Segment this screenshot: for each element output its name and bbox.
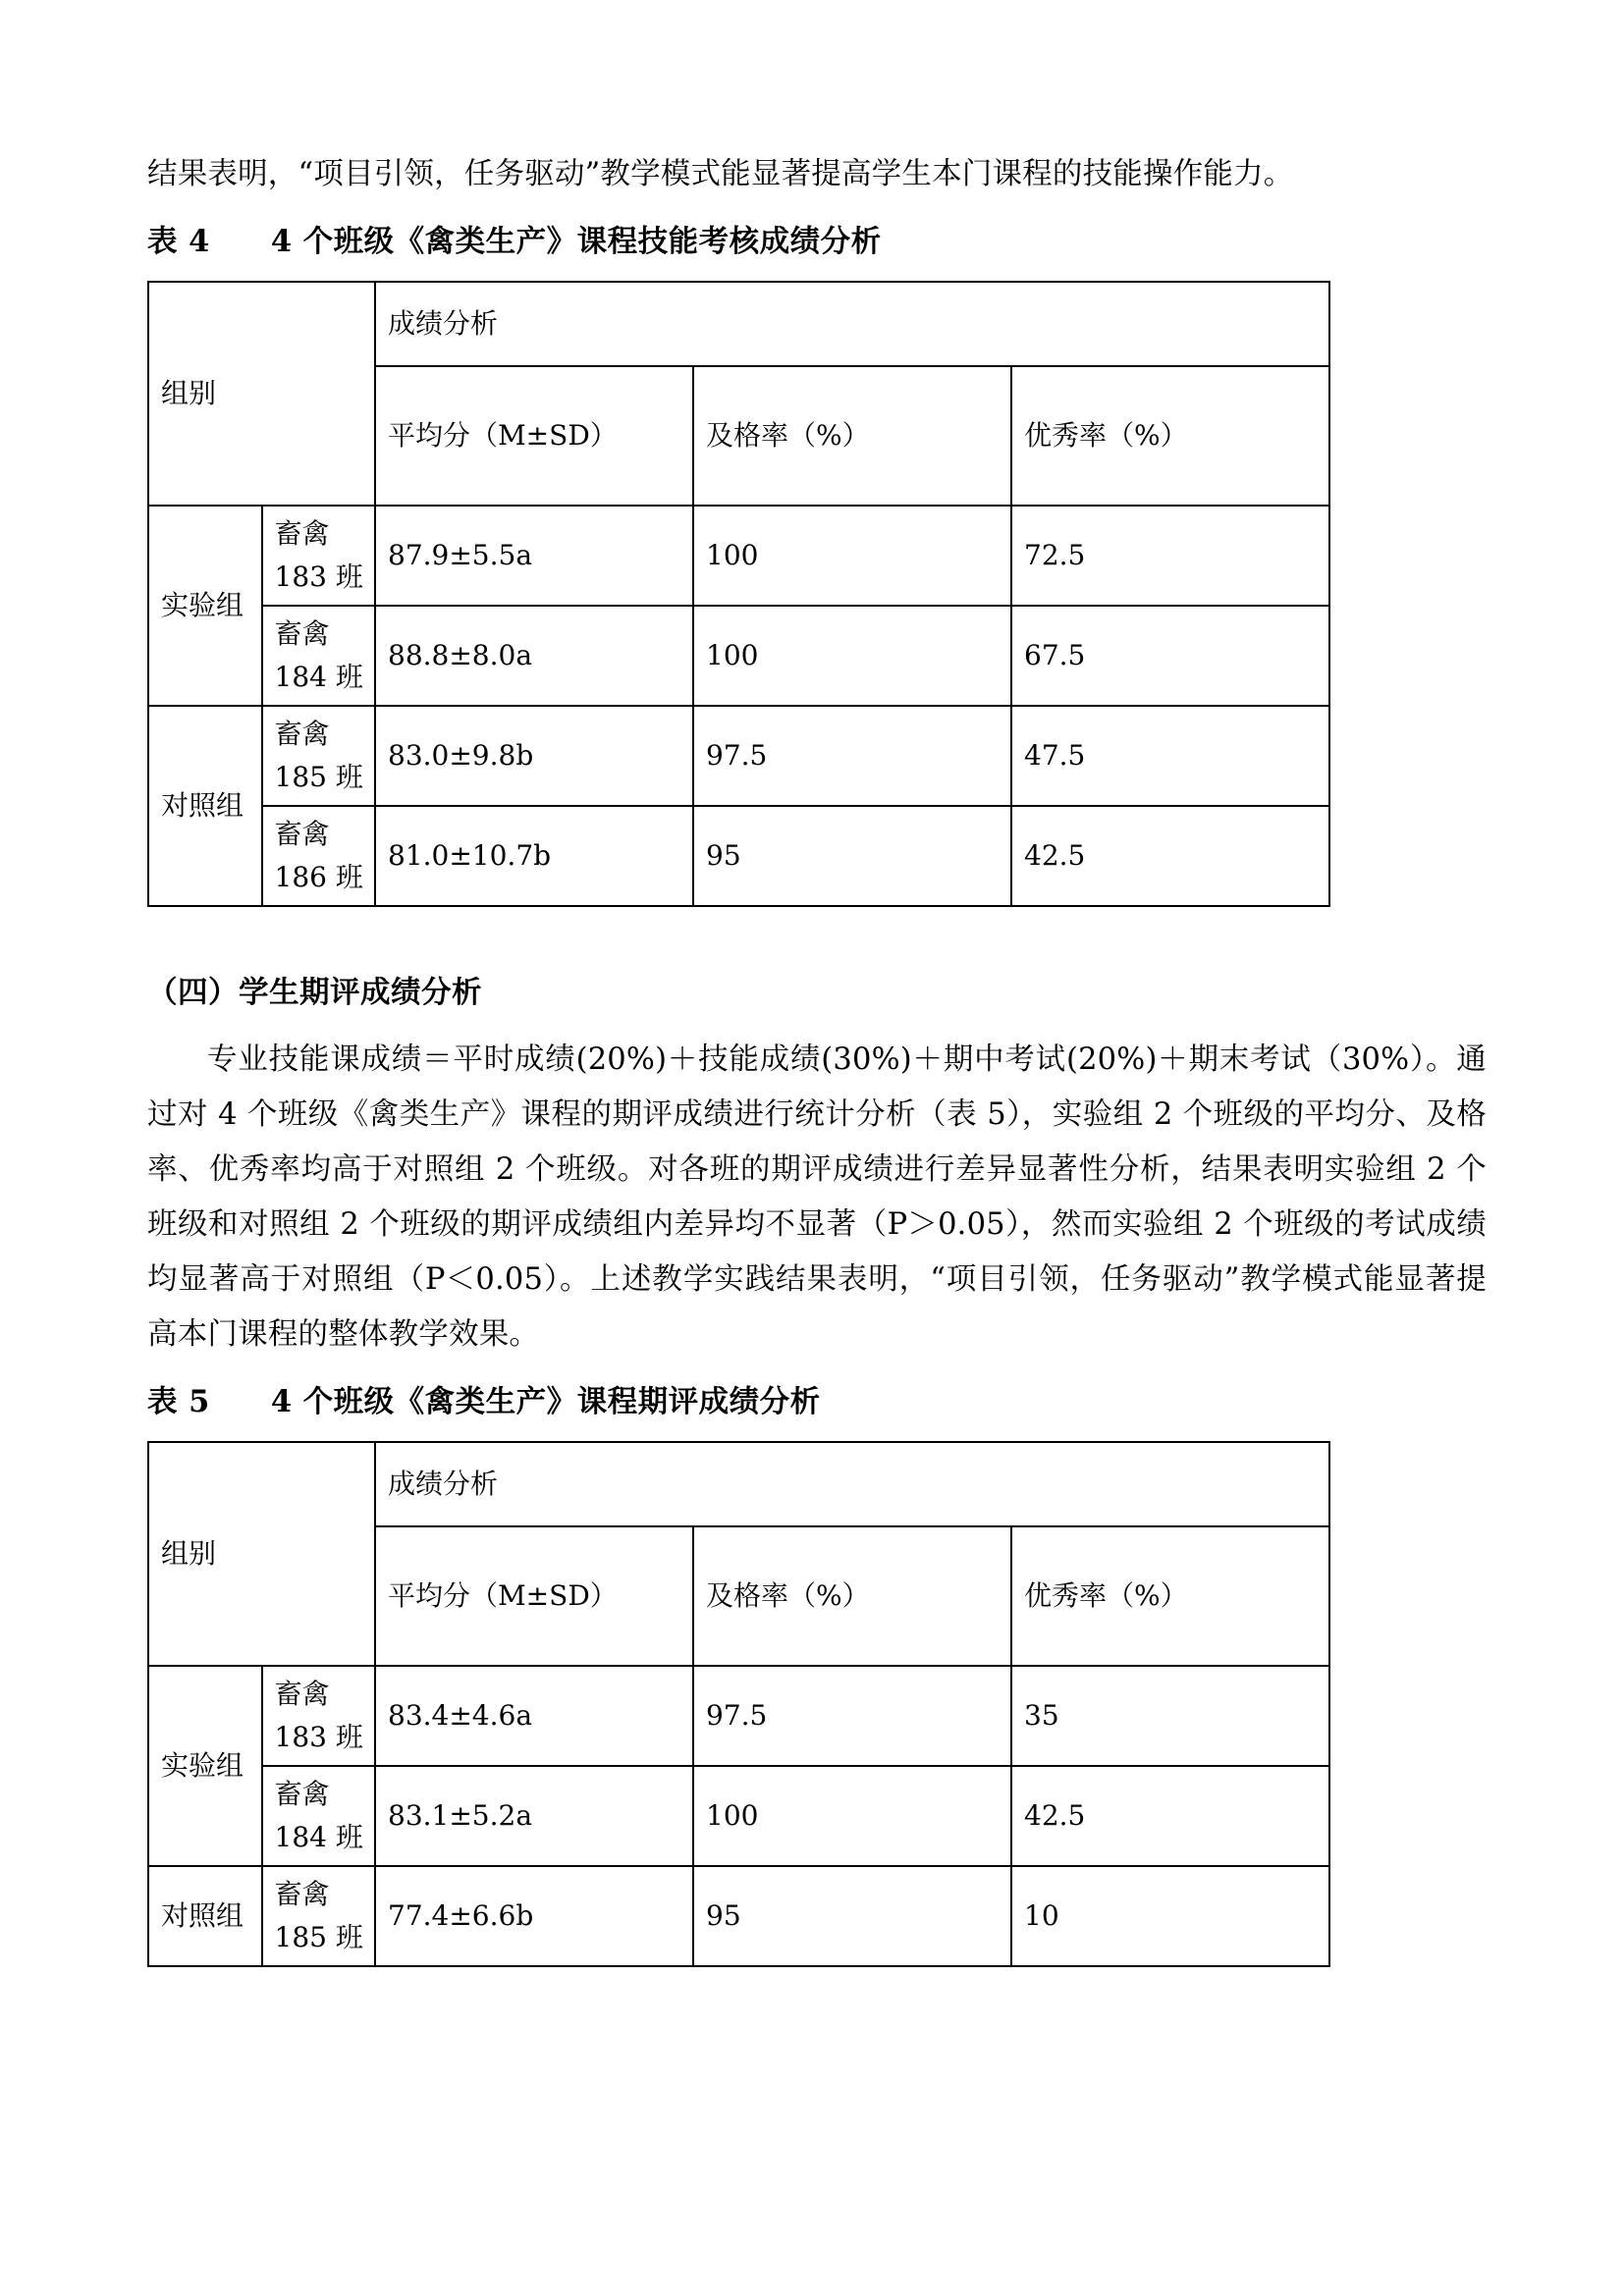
header-cell-excellent-rate: 优秀率（%） <box>1011 1526 1329 1666</box>
header-cell-group: 组别 <box>148 1442 375 1666</box>
header-cell-pass-rate: 及格率（%） <box>693 366 1011 506</box>
cell-excellent-rate: 42.5 <box>1011 1766 1329 1866</box>
cell-mean: 83.4±4.6a <box>375 1666 693 1766</box>
header-cell-excellent-rate: 优秀率（%） <box>1011 366 1329 506</box>
table-row-header-top <box>148 282 1329 366</box>
header-cell-pass-rate: 及格率（%） <box>693 1526 1011 1666</box>
table-row <box>148 1666 1329 1766</box>
cell-excellent-rate: 42.5 <box>1011 806 1329 906</box>
cell-class: 畜禽 183 班 <box>262 506 376 606</box>
cell-mean: 87.9±5.5a <box>375 506 693 606</box>
cell-class: 畜禽 185 班 <box>262 1866 376 1966</box>
cell-pass-rate: 95 <box>693 1866 1011 1966</box>
table-row-header-top <box>148 1442 1329 1526</box>
cell-pass-rate: 100 <box>693 506 1011 606</box>
table-row <box>148 706 1329 806</box>
table-row <box>148 1766 1329 1866</box>
spacer <box>147 907 1487 968</box>
cell-class: 畜禽 186 班 <box>262 806 376 906</box>
table-row <box>148 806 1329 906</box>
cell-mean: 88.8±8.0a <box>375 606 693 706</box>
cell-group: 实验组 <box>148 1666 262 1866</box>
spacer <box>147 1362 1487 1378</box>
table5-caption: 表 5 4 个班级《禽类生产》课程期评成绩分析 <box>147 1384 821 1419</box>
cell-group: 对照组 <box>148 1866 262 1966</box>
section-heading-student-evaluation: （四）学生期评成绩分析 <box>147 975 482 1010</box>
spacer <box>147 1425 1487 1441</box>
cell-class: 畜禽 184 班 <box>262 1766 376 1866</box>
cell-pass-rate: 100 <box>693 606 1011 706</box>
spacer <box>147 265 1487 281</box>
table-row <box>148 1866 1329 1966</box>
table-4-skill-assessment <box>147 281 1330 907</box>
cell-excellent-rate: 47.5 <box>1011 706 1329 806</box>
spacer <box>147 1017 1487 1033</box>
cell-pass-rate: 97.5 <box>693 706 1011 806</box>
cell-mean: 83.1±5.2a <box>375 1766 693 1866</box>
paragraph-evaluation-analysis: 专业技能课成绩＝平时成绩(20%)＋技能成绩(30%)＋期中考试(20%)＋期末考试（30%）。通过对 4 个班级《禽类生产》课程的期评成绩进行统计分析（表 5），实验组 2 个班级的平均分、及格率、优秀率均高于对照组 2 个班级。对各班的期评成绩进行差异显著性分析，结果表明实验组 2 个班级和对照组 2 个班级的期评成绩组内差异均不显著（P＞0.05），然而实验组 2 个班级的考试成绩均显著高于对照组（P＜0.05）。上述教学实践结果表明，“项目引领，任务驱动”教学模式能显著提高本门课程的整体教学效果。 <box>147 1042 1487 1352</box>
cell-excellent-rate: 72.5 <box>1011 506 1329 606</box>
cell-class: 畜禽 185 班 <box>262 706 376 806</box>
header-cell-analysis: 成绩分析 <box>375 1442 1329 1526</box>
cell-mean: 77.4±6.6b <box>375 1866 693 1966</box>
cell-class: 畜禽 184 班 <box>262 606 376 706</box>
header-cell-mean: 平均分（M±SD） <box>375 1526 693 1666</box>
table4-caption: 表 4 4 个班级《禽类生产》课程技能考核成绩分析 <box>147 224 882 259</box>
table-5-term-evaluation <box>147 1441 1330 1967</box>
cell-pass-rate: 95 <box>693 806 1011 906</box>
header-cell-group: 组别 <box>148 282 375 506</box>
cell-group: 对照组 <box>148 706 262 906</box>
table-row <box>148 506 1329 606</box>
cell-excellent-rate: 10 <box>1011 1866 1329 1966</box>
cell-excellent-rate: 67.5 <box>1011 606 1329 706</box>
paragraph-results-summary: 结果表明，“项目引领，任务驱动”教学模式能显著提高学生本门课程的技能操作能力。 <box>147 157 1294 191</box>
cell-excellent-rate: 35 <box>1011 1666 1329 1766</box>
header-cell-analysis: 成绩分析 <box>375 282 1329 366</box>
cell-pass-rate: 97.5 <box>693 1666 1011 1766</box>
cell-mean: 83.0±9.8b <box>375 706 693 806</box>
cell-class: 畜禽 183 班 <box>262 1666 376 1766</box>
cell-group: 实验组 <box>148 506 262 706</box>
spacer <box>147 202 1487 218</box>
header-cell-mean: 平均分（M±SD） <box>375 366 693 506</box>
cell-mean: 81.0±10.7b <box>375 806 693 906</box>
table-row <box>148 606 1329 706</box>
cell-pass-rate: 100 <box>693 1766 1011 1866</box>
